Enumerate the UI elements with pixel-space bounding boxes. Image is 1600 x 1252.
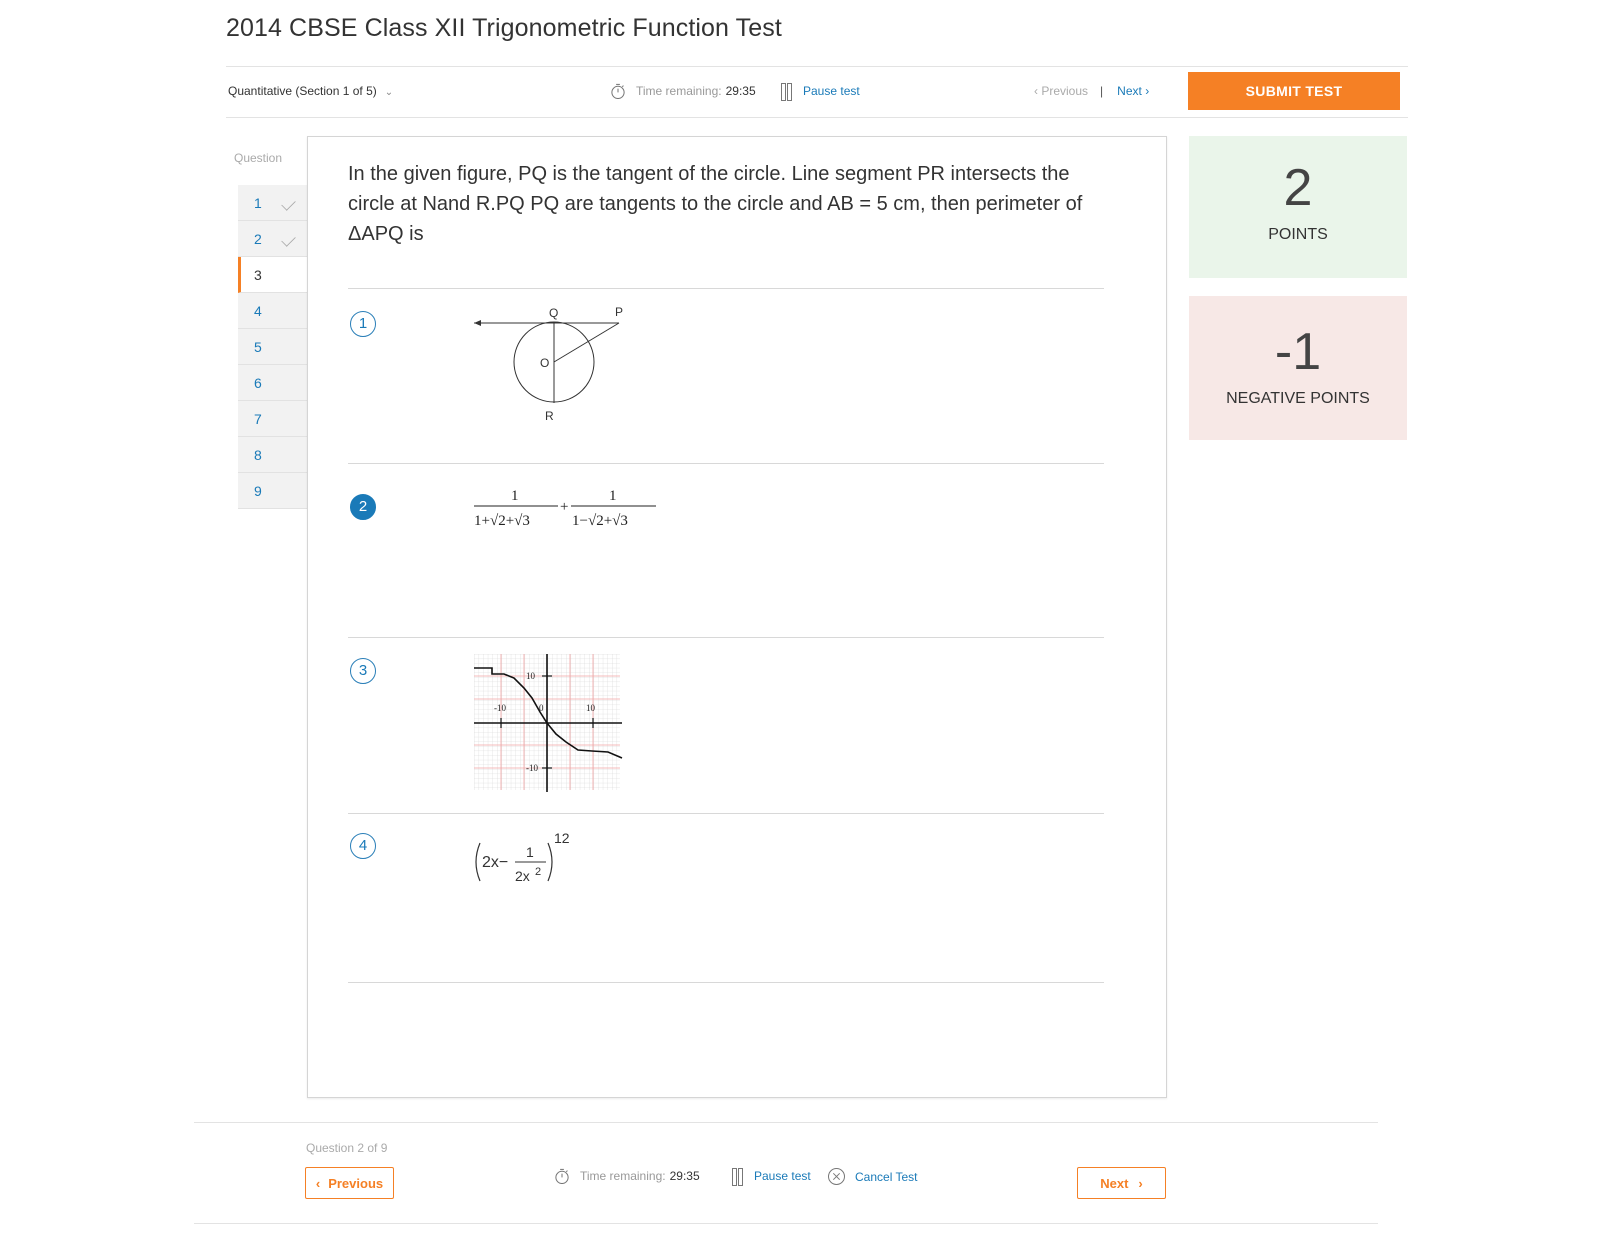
next-button-label: Next <box>1100 1175 1129 1191</box>
footer-bar <box>194 1122 1378 1224</box>
question-nav-number: 6 <box>254 375 262 391</box>
question-nav-item-9[interactable] <box>238 473 307 509</box>
figure-label-p: P <box>615 307 624 319</box>
figure-label-r: R <box>545 409 554 423</box>
question-nav-number: 7 <box>254 411 262 427</box>
previous-link[interactable] <box>1034 84 1088 98</box>
binomial-inner-exponent: 2 <box>535 866 542 878</box>
figure-label-o: O <box>540 356 550 370</box>
submit-test-button[interactable]: SUBMIT TEST <box>1188 72 1400 110</box>
option-4-radio[interactable]: 4 <box>350 833 376 859</box>
question-nav-number: 8 <box>254 447 262 463</box>
section-label: Quantitative (Section 1 of 5) <box>228 84 377 98</box>
next-link[interactable] <box>1117 84 1149 98</box>
time-remaining-value: 29:35 <box>725 84 756 98</box>
time-remaining-label: Time remaining: <box>580 1169 666 1183</box>
time-remaining-label: Time remaining: <box>636 84 722 98</box>
question-pager <box>1034 84 1149 98</box>
divider <box>348 637 1104 638</box>
close-circle-icon <box>828 1168 845 1185</box>
stopwatch-icon <box>554 1168 570 1184</box>
negative-points-label: NEGATIVE POINTS <box>1226 390 1370 407</box>
question-counter: Question 2 of 9 <box>306 1141 388 1155</box>
divider <box>348 288 1104 289</box>
stopwatch-icon <box>610 83 626 99</box>
chevron-left-icon: ‹ <box>315 1175 321 1191</box>
fraction-2-denominator: 1−√2+√3 <box>572 513 628 529</box>
question-nav-label: Question <box>234 151 283 165</box>
question-nav-item-8[interactable] <box>238 437 307 473</box>
time-remaining-value: 29:35 <box>669 1169 700 1183</box>
binomial-denominator: 2x <box>515 868 530 884</box>
question-nav <box>238 185 307 509</box>
divider <box>348 982 1104 983</box>
tick-label-y-10: 10 <box>526 671 535 681</box>
question-nav-item-2[interactable] <box>238 221 307 257</box>
option-2-fraction-sum-figure[interactable] <box>474 485 674 535</box>
pager-separator: | <box>1100 84 1104 98</box>
question-nav-item-6[interactable] <box>238 365 307 401</box>
question-nav-item-3[interactable] <box>238 257 307 293</box>
chevron-left-icon: ‹ <box>1034 84 1038 98</box>
question-text: In the given figure, PQ is the tangent of the circle. Line segment PR intersects the circle at Nand R.PQ PQ are tangents to the circle and AB = 5 cm, then perimeter of ΔAPQ is <box>348 163 1083 245</box>
question-nav-number: 5 <box>254 339 262 355</box>
question-nav-number: 3 <box>254 267 262 283</box>
question-nav-number: 4 <box>254 303 262 319</box>
previous-label: Previous <box>1041 84 1089 98</box>
check-icon <box>281 196 295 210</box>
previous-button-label: Previous <box>328 1175 384 1191</box>
chevron-right-icon: › <box>1145 84 1150 98</box>
pause-test-label: Pause test <box>803 84 860 98</box>
binomial-term: 2x− <box>482 854 509 871</box>
pause-icon <box>732 1168 744 1184</box>
page-title: 2014 CBSE Class XII Trigonometric Function Test <box>226 14 782 42</box>
negative-points-value: -1 <box>1274 323 1322 381</box>
section-dropdown[interactable] <box>228 84 393 98</box>
points-value: 2 <box>1283 159 1313 217</box>
question-nav-item-4[interactable] <box>238 293 307 329</box>
cancel-test-link[interactable] <box>828 1168 917 1185</box>
footer-time-remaining <box>554 1168 700 1184</box>
question-nav-item-1[interactable] <box>238 185 307 221</box>
question-nav-number: 9 <box>254 483 262 499</box>
tick-label-origin: 0 <box>539 703 544 713</box>
tick-label-x-neg10: -10 <box>494 703 506 713</box>
next-label: Next <box>1117 84 1142 98</box>
points-label: POINTS <box>1268 226 1328 243</box>
binomial-numerator: 1 <box>526 844 534 860</box>
tick-label-x-10: 10 <box>586 703 595 713</box>
option-1-circle-tangent-figure[interactable] <box>474 307 634 427</box>
option-3-graph-figure[interactable] <box>474 654 634 794</box>
question-nav-item-5[interactable] <box>238 329 307 365</box>
option-2-radio[interactable]: 2 <box>350 494 376 520</box>
pause-test-link[interactable] <box>781 83 860 99</box>
question-nav-item-7[interactable] <box>238 401 307 437</box>
option-3-radio[interactable]: 3 <box>350 658 376 684</box>
pause-test-label: Pause test <box>754 1169 811 1183</box>
cancel-test-label: Cancel Test <box>855 1169 918 1184</box>
tick-label-y-neg10: -10 <box>526 763 538 773</box>
next-button[interactable] <box>1077 1167 1166 1199</box>
question-card <box>307 136 1167 1098</box>
pause-icon <box>781 83 793 99</box>
question-nav-number: 2 <box>254 231 262 247</box>
footer-pause-test-link[interactable] <box>732 1168 811 1184</box>
option-1-radio[interactable]: 1 <box>350 311 376 337</box>
chevron-right-icon: › <box>1138 1175 1143 1191</box>
fraction-1-numerator: 1 <box>511 488 519 504</box>
figure-label-q: Q <box>549 307 559 320</box>
chevron-down-icon: ⌄ <box>384 87 394 98</box>
points-card <box>1189 136 1407 278</box>
negative-points-card <box>1189 296 1407 440</box>
time-remaining <box>610 83 756 99</box>
question-nav-number: 1 <box>254 195 262 211</box>
divider <box>348 463 1104 464</box>
option-4-binomial-figure[interactable] <box>474 829 584 889</box>
divider <box>348 813 1104 814</box>
test-toolbar <box>226 66 1408 118</box>
check-icon <box>281 232 295 246</box>
fraction-2-numerator: 1 <box>609 488 617 504</box>
previous-button[interactable] <box>305 1167 394 1199</box>
fraction-1-denominator: 1+√2+√3 <box>474 513 530 529</box>
plus-sign: + <box>560 499 569 515</box>
binomial-exponent: 12 <box>554 830 570 846</box>
